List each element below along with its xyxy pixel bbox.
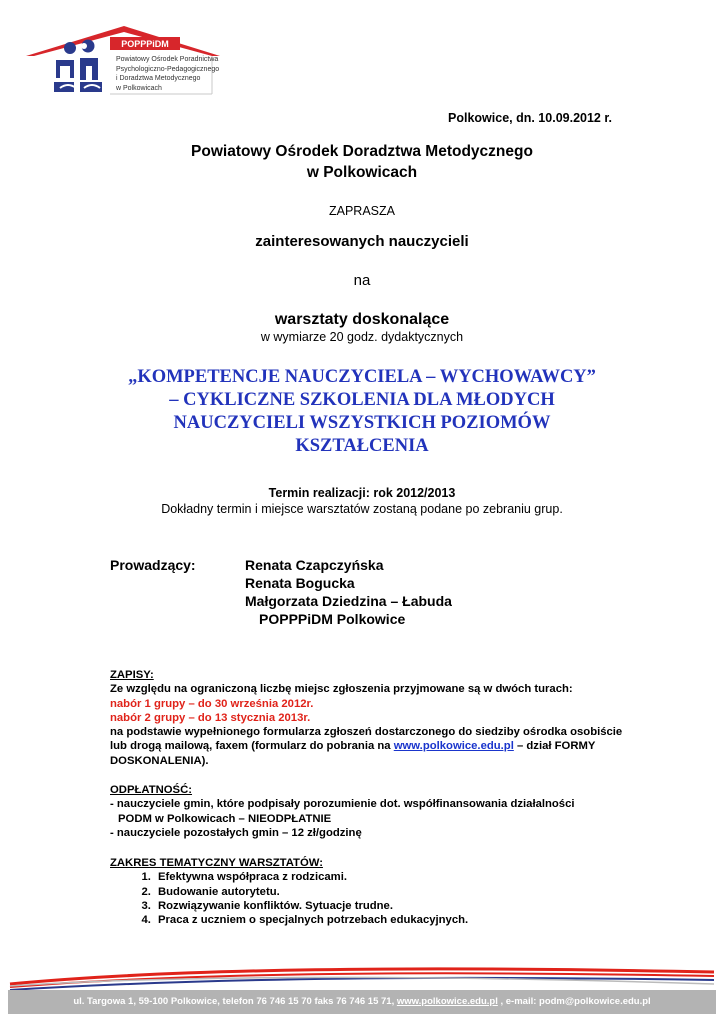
logo-line: w Polkowicach (116, 84, 162, 92)
logo-caption (116, 55, 219, 93)
enrollment-section (110, 668, 640, 768)
footer-address: ul. Targowa 1, 59-100 Polkowice, telefon 76 746 15 70 faks 76 746 15 71, (73, 996, 395, 1007)
enrollment-round-2: nabór 2 grupy – do 13 stycznia 2013r. (110, 711, 311, 724)
footer-bar (8, 990, 716, 1014)
list-item: 4. Praca z uczniem o specjalnych potrzebach edukacyjnych. (154, 913, 640, 927)
term-note: Dokładny termin i miejsce warsztatów zostaną podane po zebraniu grup. (161, 502, 563, 516)
footer-email: , e-mail: podm@polkowice.edu.pl (500, 996, 651, 1007)
footer-website-link[interactable]: www.polkowice.edu.pl (396, 996, 498, 1007)
enrollment-text: – dział FORMY DOSKONALENIA). (110, 740, 596, 767)
workshop-title: warsztaty doskonalące (274, 311, 450, 328)
fee-line: - nauczyciele pozostałych gmin – 12 zł/godzinę (110, 826, 362, 839)
fee-line: - nauczyciele gmin, które podpisały porozumienie dot. współfinansowania działalności (110, 798, 575, 811)
list-item: 3. Rozwiązywanie konfliktów. Sytuacje trudne. (154, 899, 640, 913)
list-item: 2. Budowanie autorytetu. (154, 885, 640, 899)
main-title-line: „KOMPETENCJE NAUCZYCIELA – WYCHOWAWCY” (128, 367, 596, 387)
topics-section (110, 856, 640, 927)
topics-list (110, 870, 640, 927)
enrollment-text: na podstawie wypełnionego formularza zgłoszeń dostarczonego do siedziby ośrodka osobiście lub drogą mailową, faxem (formularz do pobrania na (110, 726, 623, 753)
on-text: na (353, 272, 371, 289)
logo-line: Powiatowy Ośrodek Poradnictwa (116, 56, 219, 63)
topics-heading: ZAKRES TEMATYCZNY WARSZTATÓW: (110, 857, 323, 869)
logo-line: Psychologiczno-Pedagogicznego (116, 65, 220, 73)
footer-waves (0, 962, 724, 992)
enrollment-intro: Ze względu na ograniczoną liczbę miejsc zgłoszenia przyjmowane są w dwóch turach: (110, 683, 573, 696)
fees-heading: ODPŁATNOŚĆ: (110, 784, 193, 796)
organization-name (0, 141, 724, 183)
main-title-line: KSZTAŁCENIA (295, 436, 429, 456)
logo-line: i Doradztwa Metodycznego (116, 75, 201, 83)
leader-organization: POPPPiDM Polkowice (259, 611, 406, 627)
main-title-line: NAUCZYCIELI WSZYSTKICH POZIOMÓW (173, 413, 551, 433)
leaders-label: Prowadzący: (110, 557, 196, 573)
website-link[interactable]: www.polkowice.edu.pl (393, 740, 514, 753)
enrollment-round-1: nabór 1 grupy – do 30 września 2012r. (110, 697, 314, 710)
enrollment-heading: ZAPISY: (110, 669, 154, 681)
org-name-line: w Polkowicach (306, 164, 418, 181)
invites-text: ZAPRASZA (329, 204, 395, 218)
leader-name: Renata Bogucka (245, 575, 355, 591)
main-title-line: – CYKLICZNE SZKOLENIA DLA MŁODYCH (169, 390, 555, 410)
workshop-hours: w wymiarze 20 godz. dydaktycznych (260, 330, 464, 344)
leader-name: Renata Czapczyńska (245, 557, 384, 573)
enrollment-details (110, 725, 640, 768)
fee-line: PODM w Polkowicach – NIEODPŁATNIE (118, 812, 332, 825)
audience-text: zainteresowanych nauczycieli (255, 233, 469, 250)
org-name-line: Powiatowy Ośrodek Doradztwa Metodycznego (191, 143, 533, 160)
logo-brand: POPPPiDM (121, 39, 169, 49)
fees-section (110, 783, 640, 840)
main-title (0, 366, 724, 458)
leader-name: Małgorzata Dziedzina – Łabuda (245, 593, 452, 609)
term-line: Termin realizacji: rok 2012/2013 (268, 486, 456, 500)
list-item: 1. Efektywna współpraca z rodzicami. (154, 870, 640, 884)
date-line: Polkowice, dn. 10.09.2012 r. (448, 111, 612, 125)
